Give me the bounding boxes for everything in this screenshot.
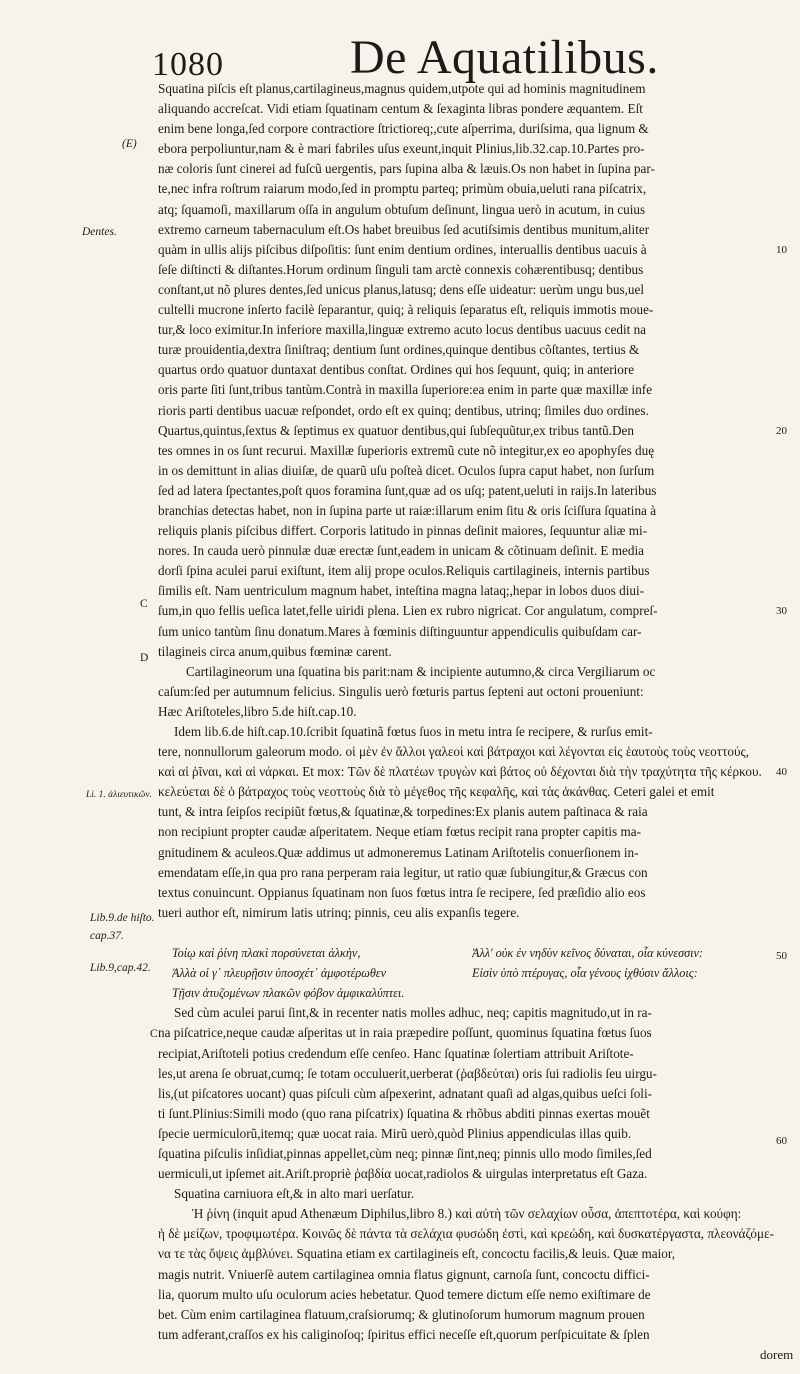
catchword: dorem <box>760 1347 794 1362</box>
margin-note: Dentes. <box>82 226 117 238</box>
text-line: tere, nonnullorum galeorum modo. οἱ μὲν ἐν ἄλλοι γαλεοὶ καὶ βάτραχοι καὶ λέγονται εἰς ἑαυτοὺς τοὺς νεοττούς, <box>158 744 750 760</box>
margin-note: cap.37. <box>90 930 124 942</box>
text-line: Cartilagineorum una ſquatina bis parit:nam & incipiente autumno,& circa Vergiliarum oc <box>186 663 656 679</box>
text-line: tum adferant,craſſos ex his caliginoſoq; ſpiritus effici neceſſe eſt,quorum perſpicuitate & ſplen <box>158 1326 650 1342</box>
text-line: quartus ordo quatuor duntaxat dentibus conſtat. Ordines qui hos ſequunt, quiq; in anteriore <box>158 362 635 378</box>
page-header <box>150 30 670 82</box>
line-number: 20 <box>776 425 787 437</box>
text-line: conſtant,ut nõ plures dentes,ſed unicus planus,latusq; dens eſſe uideatur: uerùm ungu bus,uel <box>158 281 645 297</box>
text-line: lia, quorum multo uſu oculorum acies hebetatur. Quod temere dictum eſſe nemo exiſtimare de <box>158 1286 651 1302</box>
text-line: tueri author eſt, nimirum latis utrinq; pinnis, ceu alis expanſis tegere. <box>158 904 520 920</box>
running-title: De Aquatilibus. <box>350 31 659 84</box>
line-number: 60 <box>776 1135 787 1147</box>
text-line: extremo carneum tabernaculum eſt.Os habet breuibus ſed acutiſsimis dentibus munitum,aliter <box>158 221 650 237</box>
text-line: tunt, & intra ſeipſos recipiũt fœtus,& ſquatinæ,& torpedines:Ex planis autem paſtinaca & raia <box>158 804 648 820</box>
page-number: 1080 <box>152 46 224 83</box>
text-line: emendatam eſſe,in qua pro rana perperam raia legitur, ut ratio quæ ſubiungitur,& Græcus con <box>158 864 648 880</box>
main-text-block <box>158 79 788 1345</box>
text-line: lis,(ut piſcatores uocant) quas piſculi cùm aſpexerint, adnatant quaſi ad algas,quibus ueſci ſoli- <box>158 1085 653 1101</box>
text-line: καὶ αἱ ῥῖναι, καὶ αἱ νάρκαι. Et mox: Τῶν δὲ πλατέων τρυγὼν καὶ βάτος οὐ δέχονται διὰ τὴν τραχύτητα τῆς κέρκου. <box>158 764 762 780</box>
text-line <box>158 923 788 943</box>
text-line: ſpecie uermiculorũ,itemq; quæ uocat raia. Mirũ uerò,quòd Plinius appendiculas illas quib. <box>158 1125 632 1141</box>
text-line: Sed cùm aculei parui ſint,& in recenter natis molles adhuc, neq; capitis magnitudo,ut in ra- <box>174 1005 652 1021</box>
margin-note: Lib.9.de hiſto. <box>90 912 155 924</box>
text-line: Squatina piſcis eſt planus,cartilagineus,magnus quidem,utpote qui ad hominis magnitudinem <box>158 81 646 96</box>
text-line: να τε τὰς ὄψεις ἀμβλύνει. Squatina etiam ex cartilagineis eſt, concoctu facilis,& leuis. Quæ maior, <box>158 1246 676 1262</box>
text-line: ebora perpoliuntur,nam & è mari fabriles uſus exeunt,inquit Plinius,lib.32.cap.10.Partes pro- <box>158 141 645 157</box>
text-line: ſquatina piſculis inſidiat,pinnas appellet,cùm neq; pinnæ ſint,neq; pinnis ullo modo ſimiles,ſed <box>158 1145 652 1161</box>
text-line: branchias detectas habet, non in ſupina parte ut raiæ:illarum enim ſitu & oris ſciſſura ſquatina à <box>158 502 657 518</box>
text-line: κελεύεται δὲ ὁ βάτραχος τοὺς νεοττοὺς διὰ τὸ μέγεθος τῆς κεφαλῆς, καὶ τὰς ἀκάνθας. Ceteri galei et emit <box>158 784 715 800</box>
text-line: in os demittunt in alias diuiſæ, de quarũ uſu poſteà dicet. Oculos ſupra caput habet, non ſurſum <box>158 462 655 478</box>
verse-line <box>158 983 788 1003</box>
line-number: 30 <box>776 605 787 617</box>
verse-line <box>158 943 788 963</box>
text-line: magis nutrit. Vniuerſè autem cartilaginea omnia flatus gignunt, carnoſa ſunt, concoctu diffici- <box>158 1266 650 1282</box>
text-line: te,nec infra roſtrum raiarum modo,ſed in promptu parteq; primùm obuia,ueluti rana piſcatrix, <box>158 181 647 197</box>
text-line: na piſcatrice,neque caudæ aſperitas ut in raia præpedire poſſunt, quominus ſquatina fœtus ſuos <box>158 1025 652 1041</box>
text-line: reliquis planis piſcibus differt. Corporis latitudo in pinnas deſinit maiores, ſequuntur aliæ mi- <box>158 523 648 539</box>
text-line: ἡ δὲ μείζων, τροφιμωτέρα. Κοινῶς δὲ πάντα τὰ σελάχια φυσώδη ἐστὶ, καὶ κρεώδη, καὶ δυσκατέργαστα, πλεονάζόμε- <box>158 1226 775 1242</box>
margin-note: (E) <box>122 138 137 150</box>
margin-note: C <box>140 598 148 610</box>
text-line: Hæc Ariſtoteles,libro 5.de hiſt.cap.10. <box>158 703 357 719</box>
verse-line <box>158 963 788 983</box>
text-line: næ coloris ſunt cinerei ad fuſcũ uergentis, pars ſupina alba & læuis.Os non habet in ſupina par- <box>158 161 655 177</box>
text-line: ti ſunt.Plinius:Simili modo (quo rana piſcatrix) ſquatina & rhõbus abditi pinnas exertas mouẽt <box>158 1105 650 1121</box>
text-line: tilagineis circa anum,quibus fœminæ carent. <box>158 643 392 659</box>
text-line: oris parte ſiti ſunt,tribus tantùm.Contrà in maxilla ſuperiore:ea enim in parte quæ maxillæ infe <box>158 382 653 398</box>
margin-note: D <box>140 652 149 664</box>
line-number: 10 <box>776 244 787 256</box>
verse-left: Τῇσιν ἀτυζομένων πλακῶν φόβον ἀμφικαλύπτει. <box>172 986 405 1001</box>
text-line: Quartus,quintus,ſextus & ſeptimus ex quatuor dentibus,qui ſubſequũtur,ex tribus tantũ.Den <box>158 422 634 438</box>
text-line: textus conuincunt. Oppianus ſquatinam non ſuos fœtus intra ſe recipere, ſed præſidio alio eos <box>158 884 646 900</box>
text-line: ſum,in quo fellis ueſica latet,felle uiridi plena. Lien ex rubro nigricat. Cor angulatum, compreſ- <box>158 603 658 619</box>
text-line: dorſi ſpina aculei parui exiſtunt, item alij prope oculos.Reliquis cartilagineis, internis partibus <box>158 563 650 579</box>
margin-note: Li. 1. ἁλιευτικῶν. <box>86 790 152 800</box>
text-line: uermiculi,ut ipſemet ait.Ariſt.propriè ῥαβδία uocat,radiolos & uirgulas interpretatus eſt Gaza. <box>158 1166 648 1182</box>
text-line: Ἡ ῥίνη (inquit apud Athenæum Diphilus,libro 8.) καὶ αὐτὴ τῶν σελαχίων οὖσα, ἀπεπτοτέρα, καὶ κούφη: <box>192 1206 742 1222</box>
text-line: Idem lib.6.de hiſt.cap.10.ſcribit ſquatinã fœtus ſuos in metu intra ſe recipere, & rurſus emit- <box>174 724 653 739</box>
text-line: tur,& loco eximitur.In inferiore maxilla,linguæ extremo acuto locus dentibus uacuus cedit na <box>158 322 647 338</box>
text-line: rioris parti dentibus uacuæ reſpondet, ordo eſt ex quinq; dentibus, utrinq; ſimiles duo ordines. <box>158 402 649 418</box>
text-line: quàm in ullis alijs piſcibus diſpoſitis: ſunt enim dentium ordines, interuallis dentibus uacuis à <box>158 241 647 257</box>
text-line: non recipiunt propter caudæ aſperitatem. Neque etiam fœtus recipit rana propter capitis ma- <box>158 824 641 840</box>
text-line: turæ prouidentia,dextra ſiniſtraq; dentium ſunt ordines,quinque dentibus cõſtantes, tertius & <box>158 342 640 358</box>
text-line: ſeſe diſtincti & diſtantes.Horum ordinum ſinguli tam arctè connexis cohærentibusq; dentibus <box>158 261 644 277</box>
text-line: caſum:ſed per autumnum felicius. Singulis uerò fœturis partus ſepteni aut octoni proueniunt: <box>158 683 644 699</box>
line-number: 50 <box>776 950 787 962</box>
margin-note: C <box>150 1028 158 1040</box>
margin-note: Lib.9,cap.42. <box>90 962 151 974</box>
text-line: nores. In cauda uerò pinnulæ duæ erectæ ſunt,eadem in unicam & cõtinuam deſinit. E media <box>158 543 644 559</box>
text-line: tes omnes in os ſunt recurui. Maxillæ ſuperioris extremũ cute nõ integitur,ex eo apophyſes duę <box>158 442 655 458</box>
text-line: ſum unico tantùm ſinu donatum.Mares à fœminis diſtinguuntur appendiculis quibuſdam car- <box>158 623 642 639</box>
line-number: 40 <box>776 766 787 778</box>
text-line: gnitudinem & aculeos.Quæ addimus ut admoneremus Latinam Ariſtotelis conuerſionem in- <box>158 844 639 860</box>
verse-left: Ἀλλὰ οἱ γ᾽ πλευρῇσιν ὑποσχέτ᾽ ἀμφοτέρωθεν <box>172 966 387 981</box>
text-line: recipiat,Ariſtoteli potius credendum eſſe cenſeo. Hanc ſquatinæ ſolertiam attribuit Ariſtote- <box>158 1045 634 1061</box>
text-line: enim bene longa,ſed corpore contractiore ſtrictioreq;,cute aſperrima, duriſsima, qua lignum & <box>158 121 649 137</box>
text-line: Squatina carniuora eſt,& in alto mari uerſatur. <box>174 1186 415 1202</box>
text-line: aliquando accreſcat. Vidi etiam ſquatinam centum & ſexaginta libras pondere æquantem. Eſt <box>158 101 643 117</box>
verse-left: Τοίῳ καὶ ῥίνη πλακὶ πορσύνεται ἀλκὴν, <box>172 946 361 961</box>
text-line: les,ut arena ſe obruat,cumq; ſe totam occuluerit,uerberat (ῥαβδεύται) oris ſui radiolis ſeu uirgu- <box>158 1065 657 1081</box>
text-line: ſed ad latera ſpectantes,poſt quos foramina ſunt,quæ ad os uſq; patent,ueluti in raijs.In lateribus <box>158 482 657 498</box>
text-line: ſimilis eſt. Nam uentriculum magnum habet, inteſtina magna lataq;,hepar in lobos duos diui- <box>158 583 645 599</box>
text-line: bet. Cùm enim cartilaginea flatuum,craſsiorumq; & glutinoſorum humorum magnum prouen <box>158 1306 645 1322</box>
verse-right: Ἀλλ' οὐκ ἐν νηδὺν κεῖνος δύναται, οἷα κύνεσσιν: <box>472 946 703 961</box>
verse-right: Εἰσὶν ὑπὸ πτέρυγας, οἷα γένους ἰχθύσιν ἄλλοις: <box>472 966 698 981</box>
text-line: cultelli mucrone inſerto facilè ſeparantur, quiq; à reliquis ſeparatus eſt, reliquis immotis moue- <box>158 302 654 318</box>
text-line: atq; ſquamoſi, maxillarum oſſa in angulum obtuſum deſinunt, lingua uerò in acutum, in cuius <box>158 201 646 217</box>
